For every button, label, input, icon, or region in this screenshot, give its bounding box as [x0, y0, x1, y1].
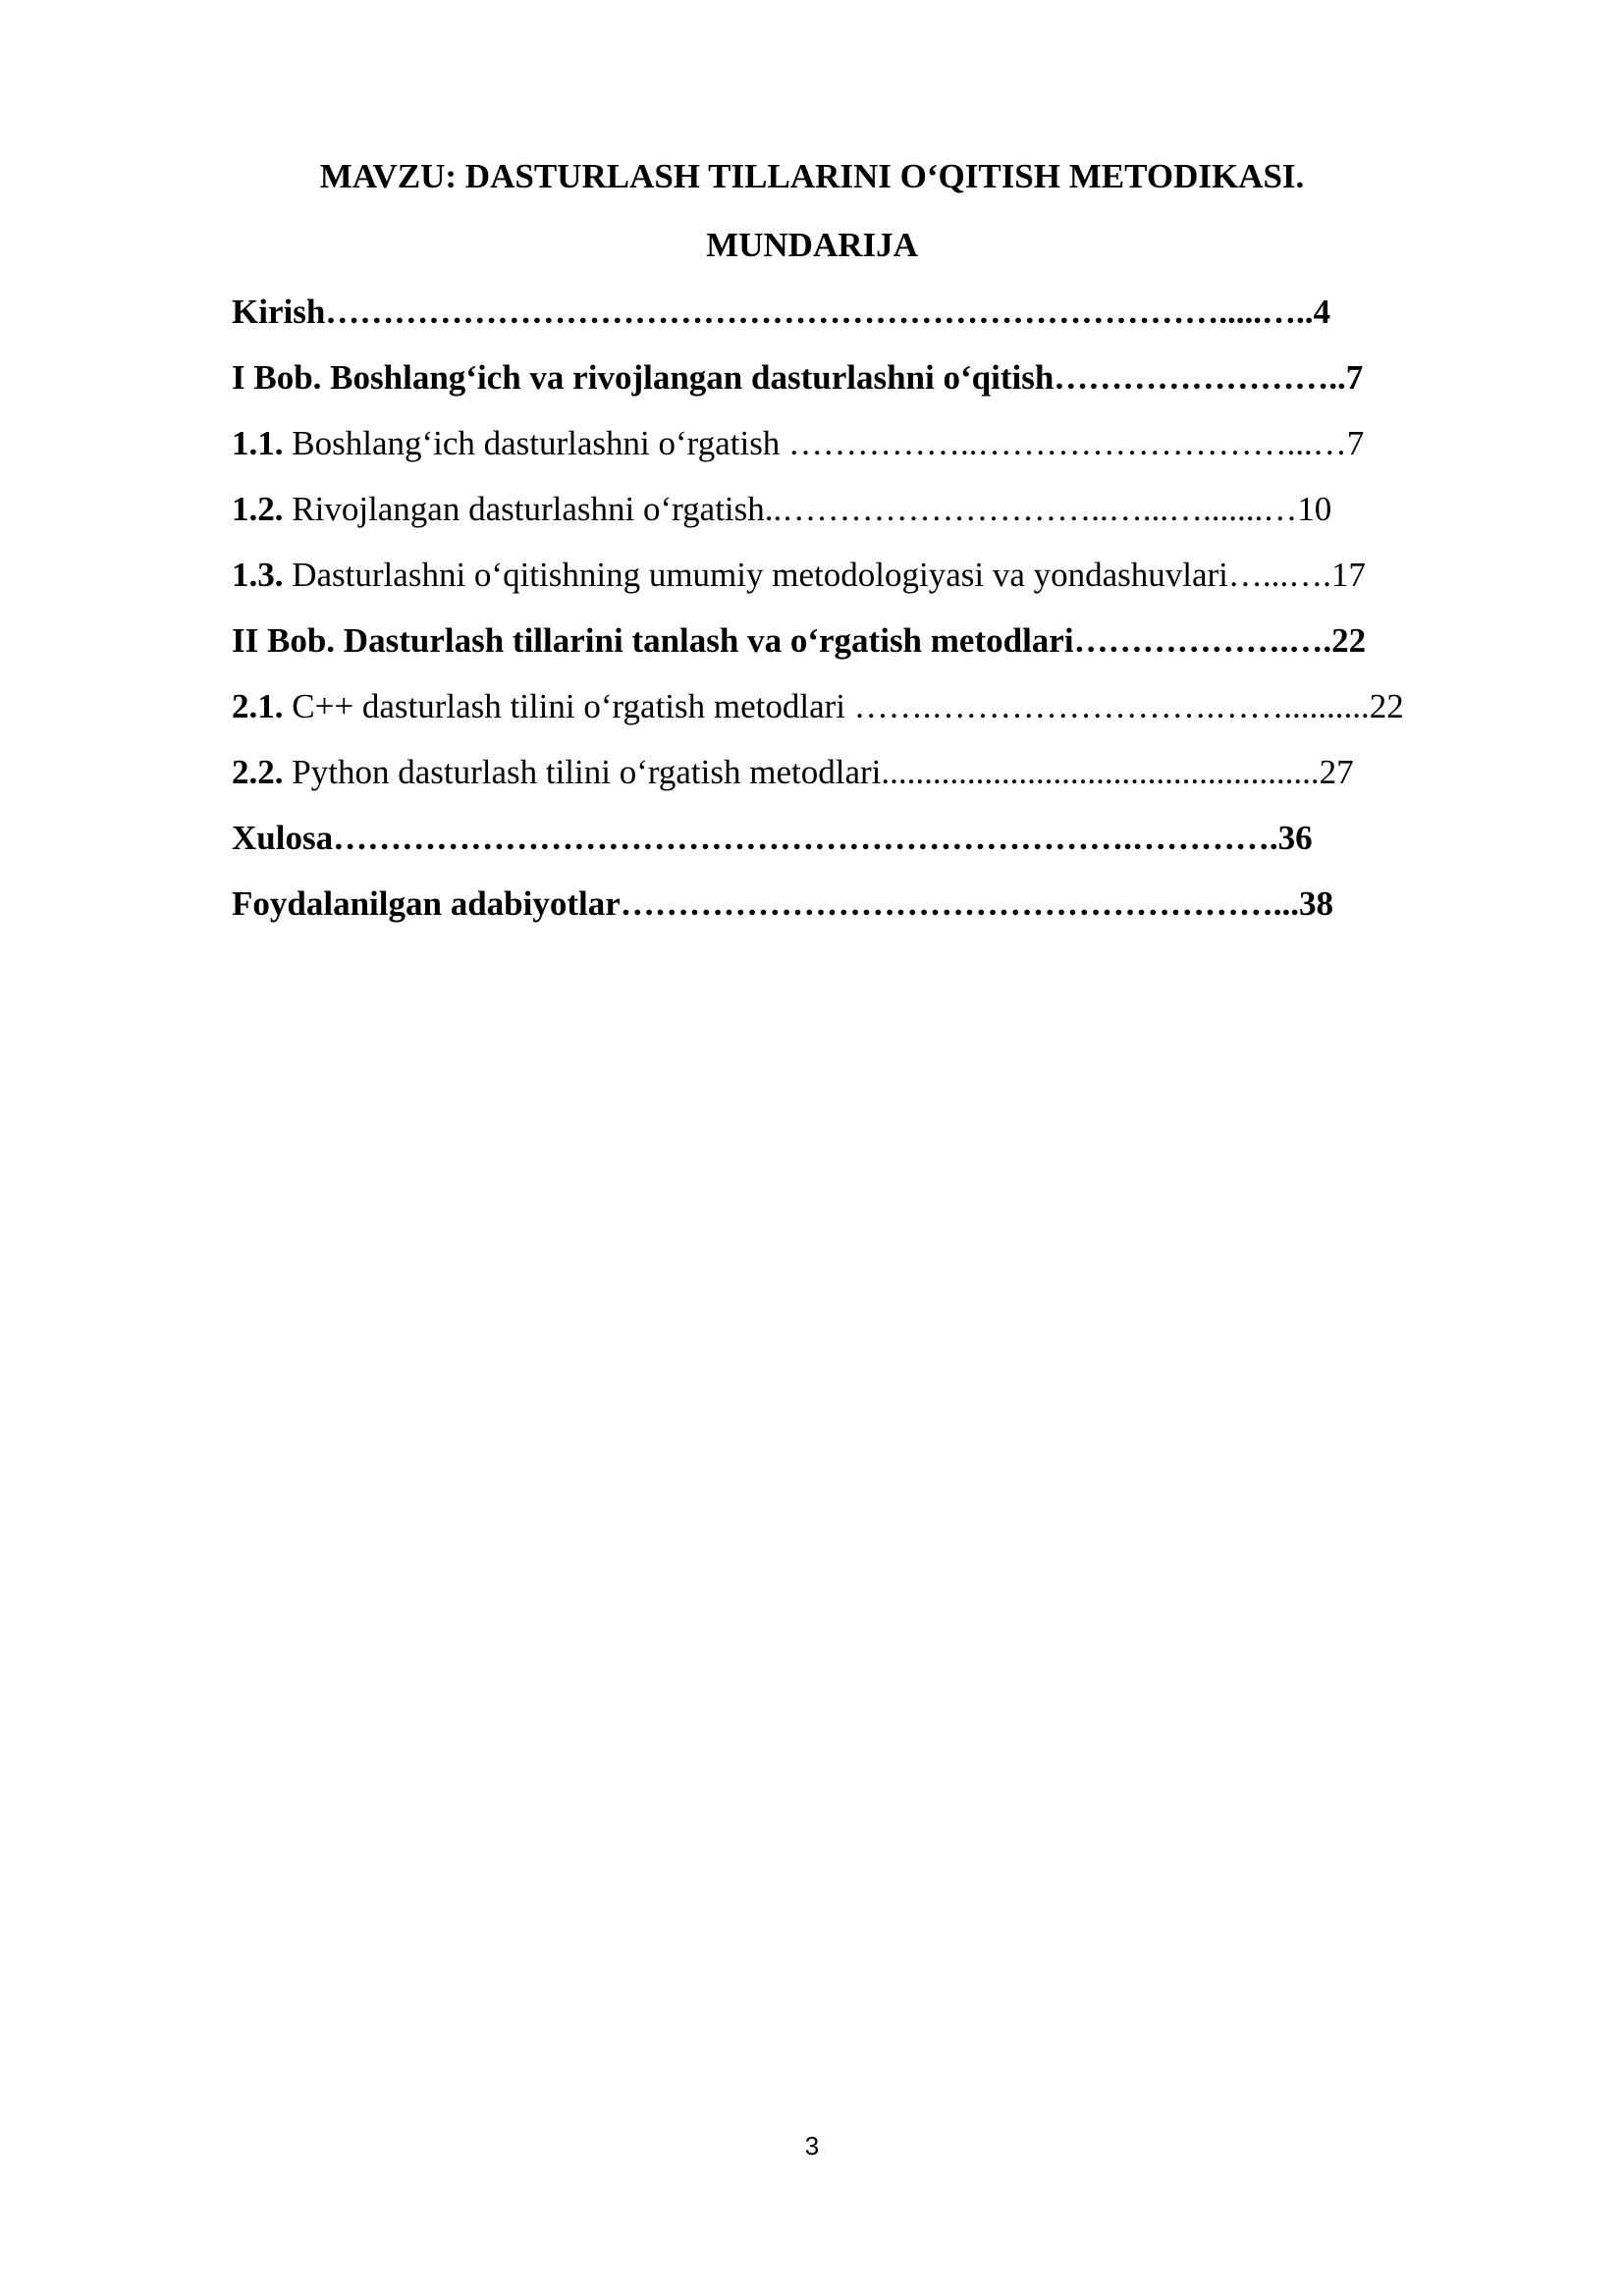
- toc-entry-number: 1.2.: [232, 490, 284, 528]
- toc-entry-1-3: [232, 554, 1502, 619]
- toc-entry-text: Foydalanilgan adabiyotlar…………………………………………………...38: [232, 884, 1334, 923]
- toc-entry-chapter-1: [232, 356, 1502, 422]
- toc-entry-number: 2.1.: [232, 687, 284, 725]
- toc-entry-text: C++ dasturlash tilini o‘rgatish metodlari …….…………………….……..........22: [283, 687, 1404, 725]
- toc-entry-kirish: [232, 291, 1502, 356]
- toc-entry-adabiyotlar: [232, 882, 1502, 948]
- page-number: 3: [804, 2131, 820, 2161]
- toc-entry-xulosa: [232, 817, 1502, 882]
- toc-entry-chapter-2: [232, 619, 1502, 685]
- toc-entry-text: II Bob. Dasturlash tillarini tanlash va o‘rgatish metodlari……………….….22: [232, 621, 1367, 660]
- toc-entry-number: 1.3.: [232, 556, 284, 594]
- toc-entry-text: I Bob. Boshlang‘ich va rivojlangan dasturlashni o‘qitish……………………..7: [232, 358, 1364, 397]
- toc-entry-2-2: [232, 751, 1502, 817]
- toc-entry-number: 1.1.: [232, 424, 284, 462]
- toc-entry-text: Python dasturlash tilini o‘rgatish metodlari...................................................27: [283, 753, 1354, 791]
- toc-entry-text: Xulosa…………………………………………………………….………….36: [232, 819, 1313, 857]
- toc-entry-text: Kirish…………………………………………………………………….....…..4: [232, 293, 1331, 331]
- toc-entry-1-1: [232, 422, 1502, 488]
- toc-entry-2-1: [232, 685, 1502, 751]
- toc-entry-1-2: [232, 488, 1502, 554]
- table-of-contents: [232, 291, 1502, 948]
- toc-heading: MUNDARIJA: [706, 226, 918, 264]
- toc-entry-number: 2.2.: [232, 753, 284, 791]
- toc-entry-text: Rivojlangan dasturlashni o‘rgatish..………………………..…...….......…10: [283, 490, 1332, 528]
- document-title: MAVZU: DASTURLASH TILLARINI O‘QITISH METODIKASI.: [319, 157, 1305, 195]
- toc-entry-text: Dasturlashni o‘qitishning umumiy metodologiyasi va yondashuvlari…...….17: [283, 556, 1366, 594]
- toc-entry-text: Boshlang‘ich dasturlashni o‘rgatish ……………..………………………...…7: [283, 424, 1365, 462]
